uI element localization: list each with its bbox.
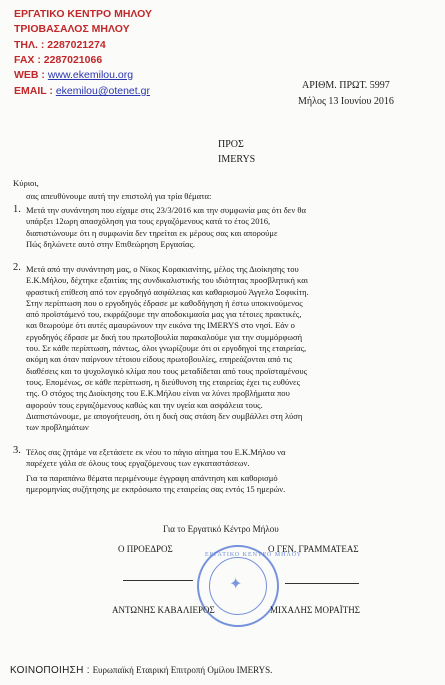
closing-text xyxy=(26,473,422,496)
text-line: υπάρξει 12ωρη απασχόληση για τους εργαζόμενους κατά το έτος 2016, xyxy=(26,216,271,227)
text-line: διαπιστώνουμε ότι η συμφωνία δεν τηρείται εκ μέρους σας και απορούμε xyxy=(26,227,278,238)
text-line: Στην περίπτωση που ο εργοδηγός έδρασε με καθοδήγηση ή έστω υποκινούμενος xyxy=(26,297,303,308)
email-label: EMAIL : xyxy=(14,85,53,97)
item-number: 1. xyxy=(13,204,21,215)
text-line: Ε.Κ.Μήλου, δέχτηκε εξαιτίας της συνδικαλιστικής του ιδιότητας προσβλητική και xyxy=(26,275,309,286)
text-line: Για τα παραπάνω θέματα περιμένουμε έγγραφη απάντηση και καθορισμό xyxy=(26,473,278,483)
item-3-text xyxy=(26,447,422,470)
item-number: 3. xyxy=(13,445,21,456)
intro: σας απευθύνουμε αυτή την επιστολή για τρία θέματα: xyxy=(26,191,212,201)
item-1-text xyxy=(26,205,422,250)
protocol-number: ΑΡΙΘΜ. ΠΡΩΤ. 5997 xyxy=(302,80,390,91)
stamp-text: ΕΡΓΑΤΙΚΟ ΚΕΝΤΡΟ ΜΗΛΟΥ xyxy=(205,552,302,558)
to-label: ΠΡΟΣ xyxy=(218,139,244,150)
text-line: φραστική επίθεση από τον εργοδηγό ασφάλειας και καθαρισμού Άγγελο Σοφικίτη. xyxy=(26,286,309,297)
phone-label: ΤΗΛ. : xyxy=(14,39,45,51)
to-name: IMERYS xyxy=(218,154,256,165)
fax-line xyxy=(14,54,102,66)
on-behalf: Για το Εργατικό Κέντρο Μήλου xyxy=(163,524,279,534)
secretary-signature xyxy=(285,583,359,584)
fax-label: FAX : xyxy=(14,54,41,66)
text-line: Διαπιστώνουμε, με απογοήτευση, ότι η δική σας στάση δεν συμβάλλει στη λύση xyxy=(26,410,303,421)
text-line: εργοδηγός έδρασε με δική του πρωτοβουλία παρακαλούμε για την συμμόρφωσή xyxy=(26,331,303,342)
phone-line xyxy=(14,39,106,51)
secretary-title: Ο ΓΕΝ. ΓΡΑΜΜΑΤΕΑΣ xyxy=(268,544,359,554)
text-line: Τέλος σας ζητάμε να εξετάσετε εκ νέου το πάγιο αίτημα του Ε.Κ.Μήλου να xyxy=(26,447,286,457)
phone-number: 2287021274 xyxy=(47,39,106,51)
cc-value: Ευρωπαϊκή Εταιρική Επιτροπή Ομίλου IMERYS. xyxy=(92,665,273,675)
text-line: Πώς δηλώνετε αυτό στην Επιθεώρηση Εργασίας. xyxy=(26,238,196,249)
letter-date: Μήλος 13 Ιουνίου 2016 xyxy=(298,96,394,107)
web-label: WEB : xyxy=(14,69,45,81)
text-line: ημερομηνίας συζήτησης με εκπρόσωπο της εταιρείας σας εντός 15 ημερών. xyxy=(26,484,286,495)
web-link[interactable]: www.ekemilou.org xyxy=(47,69,134,81)
item-2-text xyxy=(26,264,422,433)
text-line: παρέχετε γάλα σε όλους τους εργαζόμενους των εγκαταστάσεων. xyxy=(26,458,250,469)
salutation: Κύριοι, xyxy=(13,178,39,188)
org-name: ΕΡΓΑΤΙΚΟ ΚΕΝΤΡΟ ΜΗΛΟΥ xyxy=(14,8,153,20)
president-name: ΑΝΤΩΝΗΣ ΚΑΒΑΛΙΕΡΟΣ xyxy=(112,605,215,615)
cc-line xyxy=(10,665,272,676)
text-line: του. Σε κάθε περίπτωση, πάντως, όλοι γνωρίζουμε ότι οι εργοδηγοί της εταιρείας, xyxy=(26,343,307,354)
text-line: των προβλημάτων xyxy=(26,422,89,433)
text-line: τους. Επομένως, σε κάθε περίπτωση, η διεύθυνση της εταιρείας έχει τις ευθύνες xyxy=(26,376,300,387)
cc-label: ΚΟΙΝΟΠΟΙΗΣΗ : xyxy=(10,665,90,676)
text-line: ακόμη και όταν παίρνουν τέτοιου είδους πρωτοβουλίες, επηρεάζονται από τις xyxy=(26,354,292,365)
email-link[interactable]: ekemilou@otenet.gr xyxy=(55,85,150,97)
text-line: αφορούν τους εργαζόμενους καθώς και την υγεία και ασφάλεια τους. xyxy=(26,399,263,410)
text-line: διαθέσεις και το ψυχολογικό κλίμα που τους μεταδίδεται από τους προϊσταμένους xyxy=(26,365,307,376)
web-line xyxy=(14,69,133,81)
text-line: της. Ο στόχος της Διοίκησης του Ε.Κ.Μήλου είναι να λύνει προβλήματα που xyxy=(26,388,290,399)
fax-number: 2287021066 xyxy=(43,54,103,66)
text-line: Μετά την συνάντηση που είχαμε στις 23/3/2016 και την συμφωνία μας ότι δεν θα xyxy=(26,205,306,215)
org-location: ΤΡΙΟΒΑΣΑΛΟΣ ΜΗΛΟΥ xyxy=(14,23,130,35)
text-line: Μετά από την συνάντηση μας, ο Νίκος Κορακιανίτης, μέλος της Διοίκησης του xyxy=(26,264,299,274)
email-line xyxy=(14,85,150,97)
text-line: από προϊστάμενό του, εκφράζουμε την αποδοκιμασία μας για τέτοιες πρακτικές, xyxy=(26,309,302,320)
item-number: 2. xyxy=(13,262,21,273)
text-line: και θεωρούμε ότι αυτές αμαυρώνουν την εικόνα της IMERYS στο νησί. Εάν ο xyxy=(26,320,295,331)
president-signature xyxy=(123,580,193,581)
secretary-name: ΜΙΧΑΛΗΣ ΜΟΡΑΪΤΗΣ xyxy=(270,605,360,615)
president-title: Ο ΠΡΟΕΔΡΟΣ xyxy=(118,544,173,554)
stamp-emblem-icon: ✦ xyxy=(229,576,243,593)
